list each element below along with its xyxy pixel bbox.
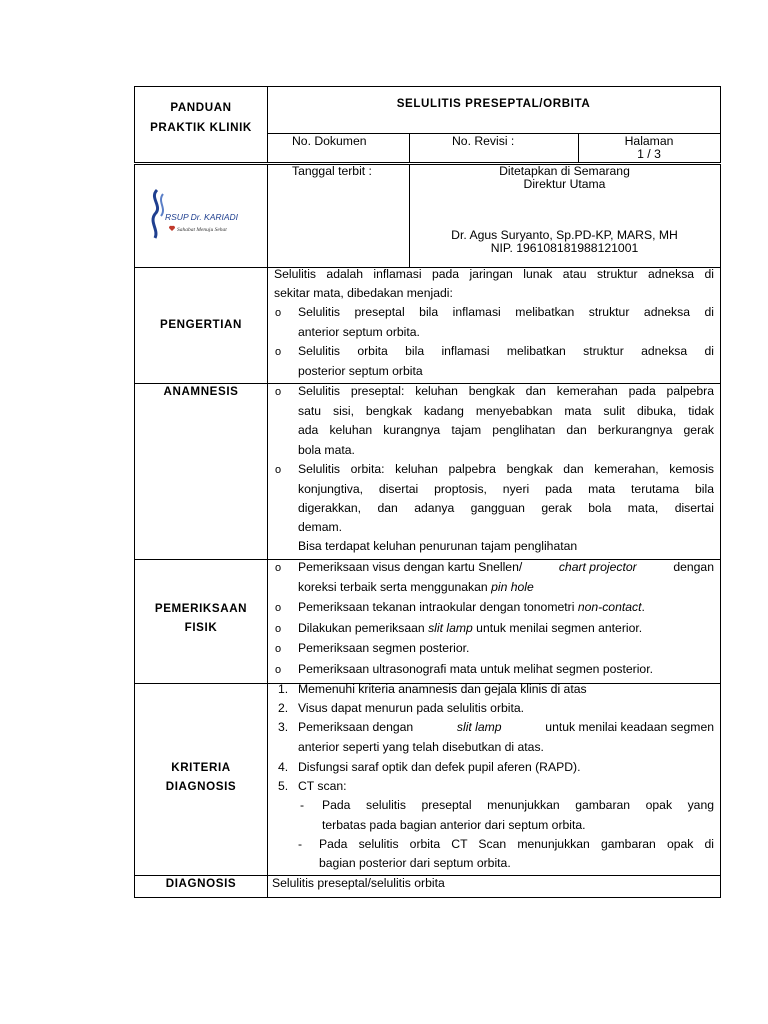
kriteria-line-5: CT scan:: [298, 779, 347, 793]
direktur-name: Dr. Agus Suryanto, Sp.PD-KP, MARS, MH: [451, 228, 678, 242]
anamnesis-line: bola mata.: [298, 443, 355, 457]
kriteria-line-3: [298, 720, 714, 735]
pengertian-line: Selulitis preseptal bila inflamasi melibatkan struktur adneksa di: [298, 305, 714, 319]
pengertian-line: Selulitis adalah inflamasi pada jaringan lunak atau struktur adneksa di: [274, 267, 714, 281]
halaman-value: 1 / 3: [637, 147, 661, 161]
kriteria-sub-1: Pada selulitis preseptal menunjukkan gambaran opak yang: [322, 798, 714, 812]
header-col-divider-1: [409, 133, 410, 162]
anamnesis-line: digerakkan, dan adanya gangguan gerak bola mata, disertai: [298, 501, 714, 515]
kriteria-line-3b: anterior seperti yang telah disebutkan di atas.: [298, 740, 544, 754]
fisik-line-5: Pemeriksaan segmen posterior.: [298, 641, 470, 655]
logo-tagline: Sahabat Menuju Sehat: [177, 227, 227, 233]
kriteria-sub-2: Pada selulitis orbita CT Scan menunjukkan gambaran opak di: [319, 837, 714, 851]
fisik-italic: pin hole: [491, 580, 534, 594]
pengertian-label: PENGERTIAN: [159, 318, 242, 331]
pengertian-line: posterior septum orbita: [298, 364, 423, 378]
tanggal-terbit-label: Tanggal terbit :: [292, 164, 372, 178]
logo-mark-icon: [147, 186, 257, 240]
content-divider: [267, 164, 268, 897]
anamnesis-line: Bisa terdapat keluhan penurunan tajam penglihatan: [298, 539, 578, 553]
bullet-icon: o: [275, 643, 282, 655]
bullet-icon: o: [275, 386, 282, 398]
fisik-label-1: PEMERIKSAAN: [154, 602, 248, 615]
halaman-label: Halaman: [624, 134, 674, 148]
list-number: 1.: [278, 682, 289, 696]
fisik-text: .: [641, 600, 645, 614]
kriteria-label-1: KRITERIA: [171, 761, 231, 774]
list-number: 4.: [278, 760, 289, 774]
direktur-text: Direktur Utama: [523, 177, 606, 191]
hospital-logo: [147, 186, 257, 240]
anamnesis-line: konjungtiva, disertai proptosis, nyeri pada mata terutama bila: [298, 482, 714, 496]
pengertian-line: sekitar mata, dibedakan menjadi:: [274, 286, 453, 300]
bullet-icon: o: [275, 464, 282, 476]
dash-marker: -: [298, 837, 303, 851]
kriteria-sub-1b: terbatas pada bagian anterior dari septum orbita.: [322, 818, 586, 832]
fisik-line-4: [298, 621, 642, 636]
pengertian-line: anterior septum orbita.: [298, 325, 420, 339]
fisik-line-6: Pemeriksaan ultrasonografi mata untuk melihat segmen posterior.: [298, 662, 653, 676]
logo-text: RSUP Dr. KARIADI: [165, 212, 239, 222]
fisik-text: Pemeriksaan visus dengan kartu Snellen/: [298, 560, 523, 574]
kriteria-italic: slit lamp: [456, 720, 502, 734]
fisik-italic: slit lamp: [428, 621, 473, 635]
header-praktik-klinik: PRAKTIK KLINIK: [150, 121, 252, 134]
fisik-italic: chart projector: [558, 560, 637, 574]
bullet-icon: o: [275, 664, 282, 676]
kriteria-line-1: Memenuhi kriteria anamnesis dan gejala klinis di atas: [298, 682, 587, 696]
fisik-label-2: FISIK: [184, 621, 218, 634]
fisik-text: dengan: [673, 560, 714, 574]
anamnesis-line: Selulitis orbita: keluhan palpebra bengkak dan kemerahan, kemosis: [298, 462, 714, 476]
diagnosis-label: DIAGNOSIS: [165, 877, 237, 890]
bullet-icon: o: [275, 307, 282, 319]
bullet-icon: o: [275, 602, 282, 614]
list-number: 2.: [278, 701, 289, 715]
fisik-text: koreksi terbaik serta menggunakan: [298, 580, 492, 594]
no-revisi-label: No. Revisi :: [452, 134, 515, 148]
fisik-text: untuk menilai segmen anterior.: [472, 621, 643, 635]
no-dokumen-label: No. Dokumen: [292, 134, 367, 148]
direktur-nip: NIP. 196108181988121001: [490, 241, 639, 255]
dash-marker: -: [300, 798, 305, 812]
fisik-italic: non-contact: [577, 600, 642, 614]
pengertian-line: Selulitis orbita bila inflamasi melibatkan struktur adneksa di: [298, 344, 714, 358]
bullet-icon: o: [275, 623, 282, 635]
anamnesis-line: Selulitis preseptal: keluhan bengkak dan kemerahan pada palpebra: [298, 384, 714, 398]
page-title: SELULITIS PRESEPTAL/ORBITA: [396, 97, 591, 110]
kriteria-text: Pemeriksaan dengan: [298, 720, 414, 734]
anamnesis-line: demam.: [298, 520, 343, 534]
kriteria-sub-2b: bagian posterior dari septum orbita.: [319, 856, 511, 870]
anamnesis-label: ANAMNESIS: [163, 385, 239, 398]
fisik-line-1: [298, 560, 714, 575]
fisik-line-3: [298, 600, 645, 615]
fisik-line-2: [298, 580, 534, 595]
fisik-text: Dilakukan pemeriksaan: [298, 621, 429, 635]
anamnesis-line: ada keluhan kurangnya tajam penglihatan dan berkurangnya gerak: [298, 423, 714, 437]
kriteria-line-4: Disfungsi saraf optik dan defek pupil aferen (RAPD).: [298, 760, 581, 774]
fisik-text: Pemeriksaan tekanan intraokular dengan tonometri: [298, 600, 578, 614]
list-number: 5.: [278, 779, 289, 793]
diagnosis-text: Selulitis preseptal/selulitis orbita: [272, 876, 445, 890]
kriteria-text: untuk menilai keadaan segmen: [545, 720, 714, 734]
header-panduan: PANDUAN: [170, 101, 232, 114]
kriteria-line-2: Visus dapat menurun pada selulitis orbita.: [298, 701, 525, 715]
bullet-icon: o: [275, 346, 282, 358]
ditetapkan-text: Ditetapkan di Semarang: [499, 164, 630, 178]
list-number: 3.: [278, 720, 289, 734]
kriteria-label-2: DIAGNOSIS: [165, 780, 237, 793]
anamnesis-line: satu sisi, bengkak kadang menyebabkan mata sulit dibuka, tidak: [298, 404, 714, 418]
bullet-icon: o: [275, 562, 282, 574]
